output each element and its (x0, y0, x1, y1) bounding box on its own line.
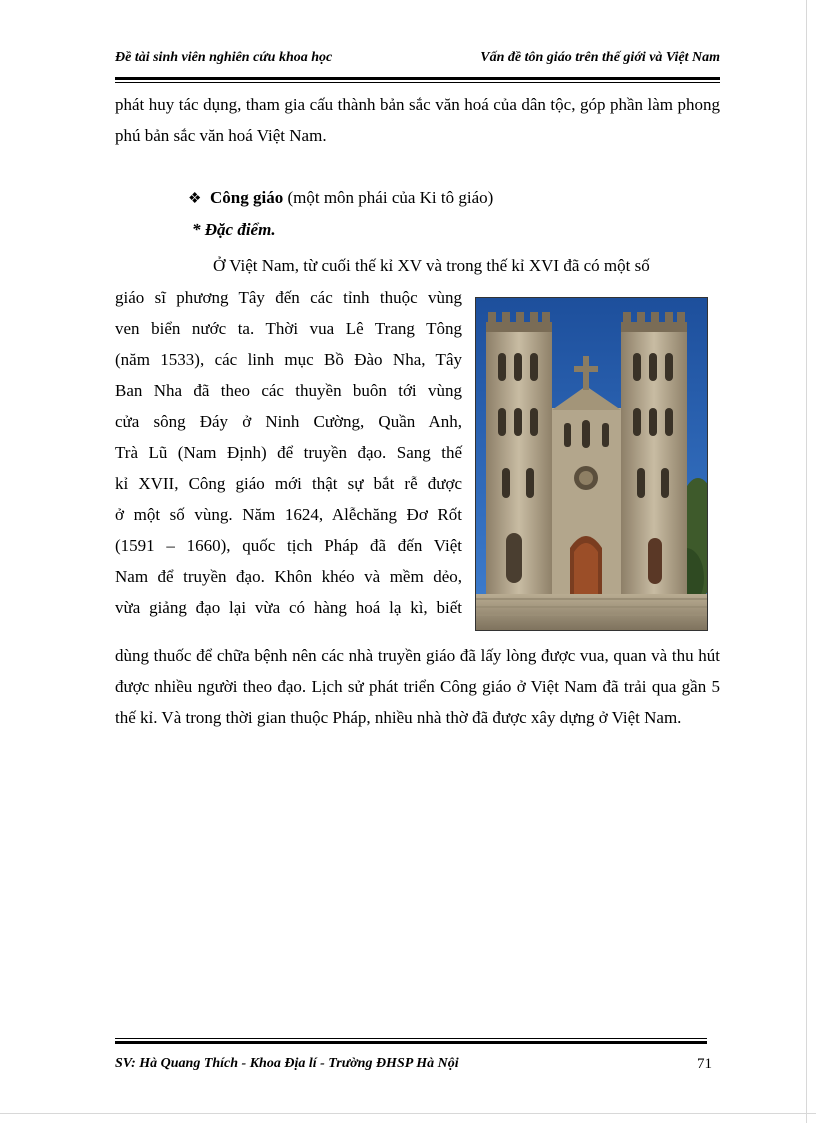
intro-paragraph: phát huy tác dụng, tham gia cấu thành bản sắc văn hoá của dân tộc, góp phần làm phong phú bản sắc văn hoá Việt Nam. (115, 95, 720, 145)
header-right-text: Vấn đề tôn giáo trên thế giới và Việt Nam (480, 50, 720, 65)
footer-author-text: SV: Hà Quang Thích - Khoa Địa lí - Trường ĐHSP Hà Nội (115, 1056, 459, 1071)
header-rule-thick (115, 77, 720, 80)
wrapped-line: kỉ XVII, Công giáo mới thật sự bắt rễ được (115, 474, 462, 493)
closing-paragraph: dùng thuốc để chữa bệnh nên các nhà truyền giáo đã lấy lòng được vua, quan và thu hút được nhiều người theo đạo. Lịch sử phát triển Công giáo ở Việt Nam đã trải qua gần 5 thế kỉ. Và trong thời gian thuộc Pháp, nhiều nhà thờ đã được xây dựng ở Việt Nam. (115, 646, 720, 727)
section-heading-note: (một môn phái của Ki tô giáo) (283, 188, 494, 207)
page-edge-bottom (0, 1113, 816, 1114)
subheading: * Đặc điểm. (192, 220, 276, 239)
wrapped-line: ở một số vùng. Năm 1624, Alễchăng Đơ Rốt (115, 505, 462, 524)
diamond-bullet-icon: ❖ (188, 191, 202, 207)
wrapped-line: (1591 – 1660), quốc tịch Pháp đã đến Việt (115, 536, 462, 555)
wrapped-paragraph (115, 282, 462, 623)
subheading-text: * Đặc điểm (192, 220, 272, 239)
wrapped-line: Nam để truyền đạo. Khôn khéo và mềm dẻo, (115, 567, 462, 586)
wrapped-line: vừa giảng đạo lại vừa có hàng hoá lạ kì, biết (115, 598, 462, 617)
wrapped-line: ven biển nước ta. Thời vua Lê Trang Tông (115, 319, 462, 338)
paragraph-first-line: Ở Việt Nam, từ cuối thế kỉ XV và trong thế kỉ XVI đã có một số (213, 256, 650, 275)
wrapped-line: giáo sĩ phương Tây đến các tỉnh thuộc vùng (115, 288, 462, 307)
page-number: 71 (697, 1056, 712, 1072)
cathedral-photo (475, 297, 708, 631)
wrapped-line: (năm 1533), các linh mục Bồ Đào Nha, Tây (115, 350, 462, 369)
header-left-text: Đề tài sinh viên nghiên cứu khoa học (115, 50, 333, 65)
header-rule-thin (115, 82, 720, 83)
page-footer (115, 1056, 720, 1078)
section-heading-title: Công giáo (210, 188, 284, 207)
section-heading (188, 188, 493, 208)
wrapped-line: Ban Nha đã theo các thuyền buôn tới vùng (115, 381, 462, 400)
page-edge-right (806, 0, 807, 1123)
wrapped-line: cửa sông Đáy ở Ninh Cường, Quần Anh, (115, 412, 462, 431)
wrapped-line: Trà Lũ (Nam Định) để truyền đạo. Sang thế (115, 443, 462, 462)
footer-rule-thick (115, 1041, 707, 1044)
page-header (115, 50, 720, 70)
footer-rule-thin (115, 1038, 707, 1039)
